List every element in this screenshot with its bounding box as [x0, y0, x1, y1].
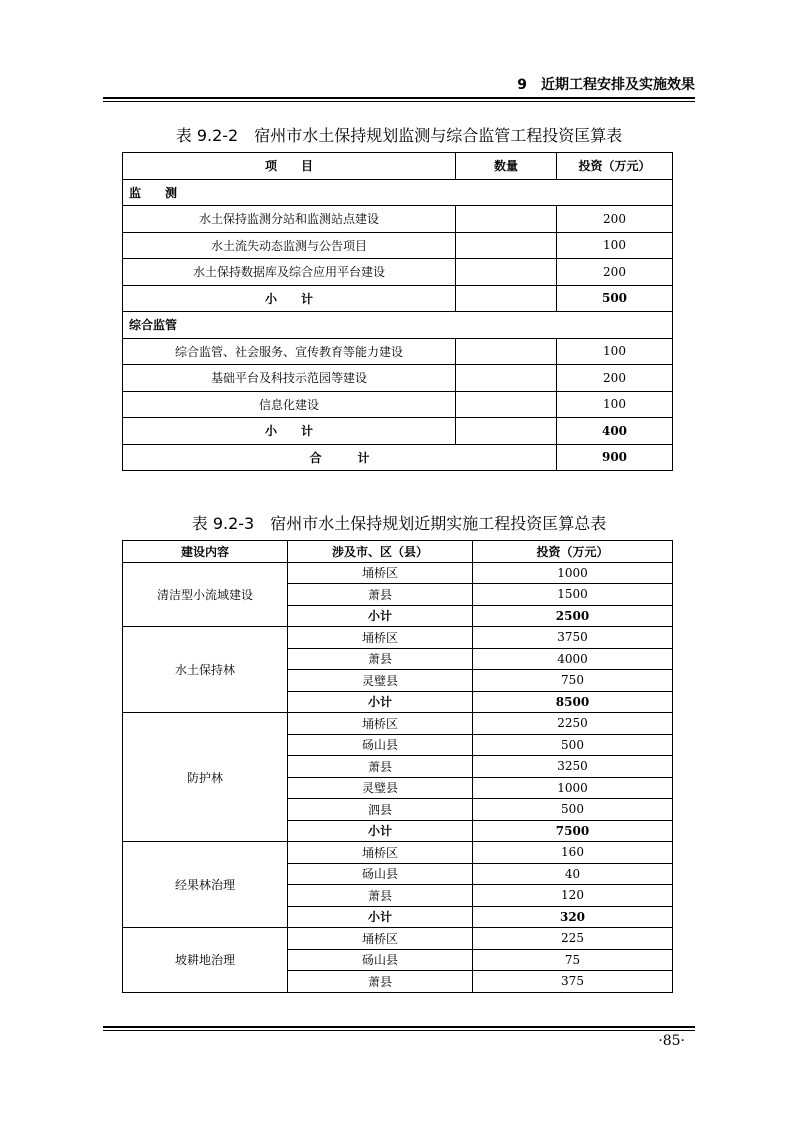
investment-cell: 100	[557, 391, 673, 418]
table2-caption: 表 9.2-3 宿州市水土保持规划近期实施工程投资匡算总表	[191, 514, 607, 533]
subtotal-label: 小计	[288, 906, 473, 928]
column-header: 项 目	[123, 153, 456, 180]
header-rule-thin	[103, 101, 695, 102]
area-cell: 埇桥区	[288, 562, 473, 584]
investment-cell: 200	[557, 259, 673, 286]
section-row	[123, 179, 673, 206]
footer-rule	[103, 1026, 695, 1028]
quantity-cell	[456, 391, 557, 418]
section-label: 综合监管	[123, 312, 673, 339]
column-header: 数量	[456, 153, 557, 180]
area-cell: 砀山县	[288, 863, 473, 885]
subtotal-label: 小计	[288, 820, 473, 842]
item-cell: 水土保持数据库及综合应用平台建设	[123, 259, 456, 286]
investment-cell: 3750	[473, 627, 673, 649]
investment-cell: 100	[557, 232, 673, 259]
page-number: ·85·	[658, 1033, 685, 1049]
construction-item-cell: 防护林	[123, 713, 288, 842]
item-cell: 信息化建设	[123, 391, 456, 418]
area-cell: 埇桥区	[288, 928, 473, 950]
investment-cell: 120	[473, 885, 673, 907]
table-row	[123, 259, 673, 286]
monitoring-investment-table	[122, 152, 673, 471]
investment-cell: 750	[473, 670, 673, 692]
subtotal-value: 7500	[473, 820, 673, 842]
quantity-cell	[456, 338, 557, 365]
subtotal-label: 小 计	[123, 418, 456, 445]
investment-cell: 225	[473, 928, 673, 950]
footer-rule-thin	[103, 1030, 695, 1031]
area-cell: 萧县	[288, 971, 473, 993]
quantity-cell	[456, 285, 557, 312]
near-term-investment-table	[122, 540, 673, 993]
investment-cell: 3250	[473, 756, 673, 778]
area-cell: 埇桥区	[288, 627, 473, 649]
table1-caption: 表 9.2-2 宿州市水土保持规划监测与综合监管工程投资匡算表	[175, 126, 623, 145]
quantity-cell	[456, 259, 557, 286]
table-row	[123, 842, 673, 864]
table-row	[123, 562, 673, 584]
item-cell: 综合监管、社会服务、宣传教育等能力建设	[123, 338, 456, 365]
investment-cell: 75	[473, 949, 673, 971]
subtotal-row	[123, 285, 673, 312]
construction-item-cell: 坡耕地治理	[123, 928, 288, 993]
quantity-cell	[456, 206, 557, 233]
investment-cell: 1500	[473, 584, 673, 606]
investment-cell: 2250	[473, 713, 673, 735]
investment-cell: 500	[473, 799, 673, 821]
item-cell: 基础平台及科技示范园等建设	[123, 365, 456, 392]
header-rule	[103, 97, 695, 99]
table-row	[123, 338, 673, 365]
subtotal-label: 小 计	[123, 285, 456, 312]
total-value: 900	[557, 444, 673, 471]
table-row	[123, 365, 673, 392]
area-cell: 萧县	[288, 584, 473, 606]
subtotal-value: 320	[473, 906, 673, 928]
table-row	[123, 391, 673, 418]
total-label: 合 计	[123, 444, 557, 471]
subtotal-value: 2500	[473, 605, 673, 627]
area-cell: 泗县	[288, 799, 473, 821]
chapter-header: 9 近期工程安排及实施效果	[517, 77, 695, 93]
column-header: 建设内容	[123, 541, 288, 563]
subtotal-label: 小计	[288, 691, 473, 713]
construction-item-cell: 清洁型小流域建设	[123, 562, 288, 627]
table-header-row	[123, 541, 673, 563]
investment-cell: 160	[473, 842, 673, 864]
subtotal-label: 小计	[288, 605, 473, 627]
investment-cell: 200	[557, 365, 673, 392]
construction-item-cell: 经果林治理	[123, 842, 288, 928]
subtotal-value: 8500	[473, 691, 673, 713]
subtotal-value: 500	[557, 285, 673, 312]
item-cell: 水土保持监测分站和监测站点建设	[123, 206, 456, 233]
investment-cell: 1000	[473, 777, 673, 799]
investment-cell: 100	[557, 338, 673, 365]
construction-item-cell: 水土保持林	[123, 627, 288, 713]
column-header: 投资（万元）	[557, 153, 673, 180]
area-cell: 萧县	[288, 885, 473, 907]
investment-cell: 200	[557, 206, 673, 233]
area-cell: 萧县	[288, 648, 473, 670]
investment-cell: 375	[473, 971, 673, 993]
investment-cell: 1000	[473, 562, 673, 584]
column-header: 涉及市、区（县）	[288, 541, 473, 563]
subtotal-row	[123, 418, 673, 445]
area-cell: 埇桥区	[288, 842, 473, 864]
table-header-row	[123, 153, 673, 180]
table-row	[123, 206, 673, 233]
section-label: 监 测	[123, 179, 673, 206]
subtotal-value: 400	[557, 418, 673, 445]
table-row	[123, 627, 673, 649]
quantity-cell	[456, 418, 557, 445]
area-cell: 灵璧县	[288, 777, 473, 799]
table-row	[123, 928, 673, 950]
area-cell: 灵璧县	[288, 670, 473, 692]
table-row	[123, 713, 673, 735]
total-row	[123, 444, 673, 471]
table-row	[123, 232, 673, 259]
investment-cell: 500	[473, 734, 673, 756]
column-header: 投资（万元）	[473, 541, 673, 563]
quantity-cell	[456, 232, 557, 259]
area-cell: 砀山县	[288, 734, 473, 756]
investment-cell: 40	[473, 863, 673, 885]
area-cell: 砀山县	[288, 949, 473, 971]
quantity-cell	[456, 365, 557, 392]
section-row	[123, 312, 673, 339]
area-cell: 埇桥区	[288, 713, 473, 735]
investment-cell: 4000	[473, 648, 673, 670]
area-cell: 萧县	[288, 756, 473, 778]
item-cell: 水土流失动态监测与公告项目	[123, 232, 456, 259]
